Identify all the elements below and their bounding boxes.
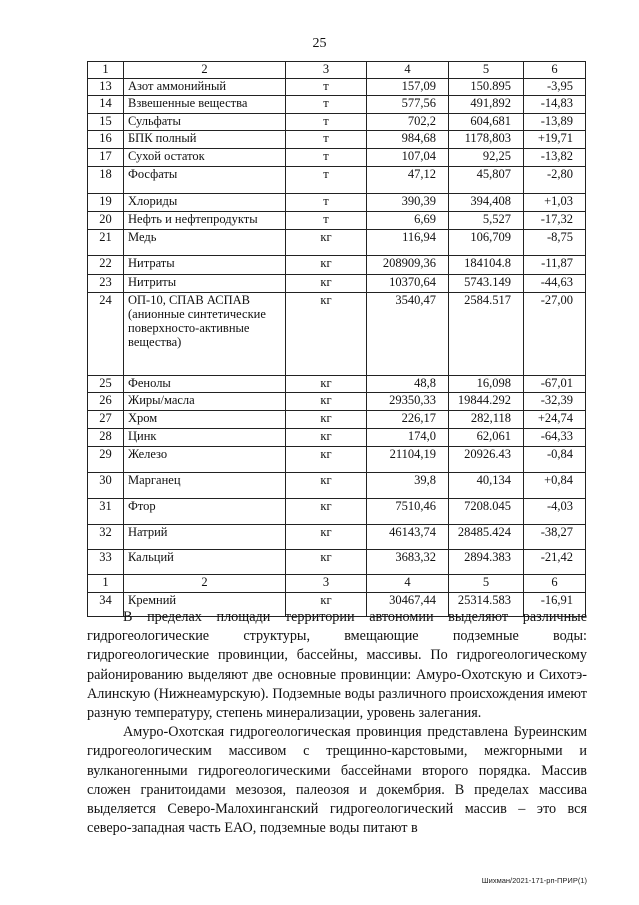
table-cell: 21 [88,230,124,256]
table-cell: кг [286,376,367,393]
table-cell: кг [286,275,367,293]
table-cell: БПК полный [124,131,286,149]
table-cell: кг [286,447,367,473]
table-cell: 7208.045 [449,499,524,525]
table-row [88,499,586,525]
table-cell: 22 [88,256,124,275]
table-cell: 20926.43 [449,447,524,473]
table-cell: -44,63 [524,275,586,293]
table-cell: 604,681 [449,114,524,131]
table-cell: 39,8 [367,473,449,499]
table-row [88,131,586,149]
table-cell: кг [286,550,367,575]
table-cell: ОП-10, СПАВ АСПАВ (анионные синтетические поверхносто-активные вещества) [124,293,286,376]
table-row [88,114,586,131]
table-cell: кг [286,525,367,550]
table-cell: 32 [88,525,124,550]
table-cell: Кремний [124,593,286,617]
table-cell: 19 [88,194,124,212]
table-cell: 208909,36 [367,256,449,275]
table-cell: -8,75 [524,230,586,256]
table-row [88,411,586,429]
table-row [88,230,586,256]
table-cell: 33 [88,550,124,575]
table-cell: 30 [88,473,124,499]
table-cell: -67,01 [524,376,586,393]
table-cell: -32,39 [524,393,586,411]
table-header-cell: 1 [88,62,124,79]
table-cell: 19844.292 [449,393,524,411]
table-cell: 3540,47 [367,293,449,376]
table-cell: кг [286,293,367,376]
paragraph: Амуро-Охотская гидрогеологическая провинция представлена Буреинским гидрогеологическим массивом с трещинно-карстовыми, межгорными и вулканогенными гидрогеологическими бассейнами второго порядка. Массив сложен гранитоидами мезозоя, палеозоя и докембрия. В пределах массива выделяется Северо-Малохинганский гидрогеологический массив – это вся северо-западная часть ЕАО, подземные воды питают в [87,724,587,837]
paragraph: В пределах площади территории автономии выделяют различные гидрогеологические структуры, вмещающие подземные воды: гидрогеологические провинции, бассейны, массивы. По гидрогеологическому районированию выделяют две основные провинции: Амуро-Охотскую и Сихотэ-Алинскую (Нижнеамурскую). Подземные воды различного происхождения имеют разную температуру, степень минерализации, уровень залегания. [87,609,587,722]
body-text [87,608,587,838]
table-cell: Фенолы [124,376,286,393]
table-header-cell: 1 [88,575,124,593]
table-cell: 92,25 [449,149,524,167]
table-cell: 107,04 [367,149,449,167]
table-cell: 27 [88,411,124,429]
table-row [88,473,586,499]
table-cell: -0,84 [524,447,586,473]
table-cell: +1,03 [524,194,586,212]
table-cell: -27,00 [524,293,586,376]
table-cell: 24 [88,293,124,376]
table-row [88,167,586,194]
table-cell: 15 [88,114,124,131]
table-row [88,149,586,167]
table-cell: Сухой остаток [124,149,286,167]
table-cell: Хром [124,411,286,429]
table-cell: -17,32 [524,212,586,230]
table-cell: кг [286,411,367,429]
table-row [88,96,586,114]
table-cell: -11,87 [524,256,586,275]
table-cell: 48,8 [367,376,449,393]
table-cell: 17 [88,149,124,167]
table-cell: кг [286,230,367,256]
table-cell: Нитраты [124,256,286,275]
table-cell: Хлориды [124,194,286,212]
table-header-row [88,575,586,593]
table-header-cell: 4 [367,62,449,79]
table-cell: кг [286,499,367,525]
table-cell: 984,68 [367,131,449,149]
table-header-cell: 3 [286,575,367,593]
table-cell: 390,39 [367,194,449,212]
table-cell: 34 [88,593,124,617]
table-cell: 21104,19 [367,447,449,473]
table-cell: -64,33 [524,429,586,447]
table-cell: Железо [124,447,286,473]
table-cell: Кальций [124,550,286,575]
table-cell: -21,42 [524,550,586,575]
table-cell: -16,91 [524,593,586,617]
table-cell: 3683,32 [367,550,449,575]
page-number: 25 [312,36,327,51]
table-cell: 13 [88,79,124,96]
table-cell: т [286,131,367,149]
table-row [88,212,586,230]
table-cell: 282,118 [449,411,524,429]
table-header-cell: 6 [524,575,586,593]
table-header-cell: 4 [367,575,449,593]
table-cell: -14,83 [524,96,586,114]
table-cell: 2584.517 [449,293,524,376]
table-cell: 10370,64 [367,275,449,293]
table-cell: 106,709 [449,230,524,256]
table-header-cell: 3 [286,62,367,79]
table-cell: т [286,212,367,230]
table-cell: 174,0 [367,429,449,447]
table-cell: -4,03 [524,499,586,525]
table-cell: 184104.8 [449,256,524,275]
table-cell: т [286,114,367,131]
table-row [88,550,586,575]
table-cell: 29 [88,447,124,473]
table-cell: 16 [88,131,124,149]
table-cell: 14 [88,96,124,114]
table-row [88,79,586,96]
table-cell: кг [286,593,367,617]
table-cell: 18 [88,167,124,194]
table-row [88,376,586,393]
table-cell: 28 [88,429,124,447]
table-cell: кг [286,429,367,447]
table-cell: 31 [88,499,124,525]
table-cell: Фосфаты [124,167,286,194]
table-header-row [88,62,586,79]
table-cell: +24,74 [524,411,586,429]
table-cell: т [286,194,367,212]
table-cell: Натрий [124,525,286,550]
table-cell: 394,408 [449,194,524,212]
table-cell: 40,134 [449,473,524,499]
table-cell: 26 [88,393,124,411]
document-code: Шихман/2021-171-рп-ПРИР(1) [481,876,587,885]
table-cell: 6,69 [367,212,449,230]
table-header-cell: 5 [449,62,524,79]
table-cell: 702,2 [367,114,449,131]
table-cell: т [286,96,367,114]
table-cell: Жиры/масла [124,393,286,411]
table-cell: 577,56 [367,96,449,114]
table-cell: 16,098 [449,376,524,393]
table-header-cell: 5 [449,575,524,593]
table-cell: -2,80 [524,167,586,194]
table-cell: кг [286,256,367,275]
table-cell: -38,27 [524,525,586,550]
table-cell: Азот аммонийный [124,79,286,96]
table-cell: 29350,33 [367,393,449,411]
table-cell: Нитриты [124,275,286,293]
table-row [88,256,586,275]
table-cell: кг [286,473,367,499]
table-cell: 491,892 [449,96,524,114]
pollutants-table [87,61,586,617]
table-row [88,429,586,447]
table-cell: +0,84 [524,473,586,499]
table-row [88,447,586,473]
table-cell: Марганец [124,473,286,499]
table-cell: 7510,46 [367,499,449,525]
table-cell: 47,12 [367,167,449,194]
table-cell: т [286,167,367,194]
table-cell: Нефть и нефтепродукты [124,212,286,230]
table-row [88,293,586,376]
table-cell: 1178,803 [449,131,524,149]
table-cell: 5,527 [449,212,524,230]
table-cell: 46143,74 [367,525,449,550]
table-header-cell: 6 [524,62,586,79]
table-cell: т [286,149,367,167]
table-cell: 25 [88,376,124,393]
table-cell: 5743.149 [449,275,524,293]
table-cell: Медь [124,230,286,256]
table-cell: 20 [88,212,124,230]
table-cell: 226,17 [367,411,449,429]
table-cell: +19,71 [524,131,586,149]
table-cell: Цинк [124,429,286,447]
table-cell: 150.895 [449,79,524,96]
table-header-cell: 2 [124,575,286,593]
table-cell: кг [286,393,367,411]
table-cell: 62,061 [449,429,524,447]
table-cell: -13,89 [524,114,586,131]
table-row [88,194,586,212]
table-row [88,275,586,293]
table-cell: 23 [88,275,124,293]
table-cell: т [286,79,367,96]
table-row [88,525,586,550]
table-cell: 28485.424 [449,525,524,550]
table-cell: Сульфаты [124,114,286,131]
table-cell: -13,82 [524,149,586,167]
table-cell: 116,94 [367,230,449,256]
table-cell: 2894.383 [449,550,524,575]
table-cell: 25314.583 [449,593,524,617]
table-cell: 45,807 [449,167,524,194]
table-header-cell: 2 [124,62,286,79]
table-row [88,393,586,411]
table-cell: 157,09 [367,79,449,96]
table-cell: -3,95 [524,79,586,96]
table-cell: 30467,44 [367,593,449,617]
table-cell: Фтор [124,499,286,525]
table-cell: Взвешенные вещества [124,96,286,114]
